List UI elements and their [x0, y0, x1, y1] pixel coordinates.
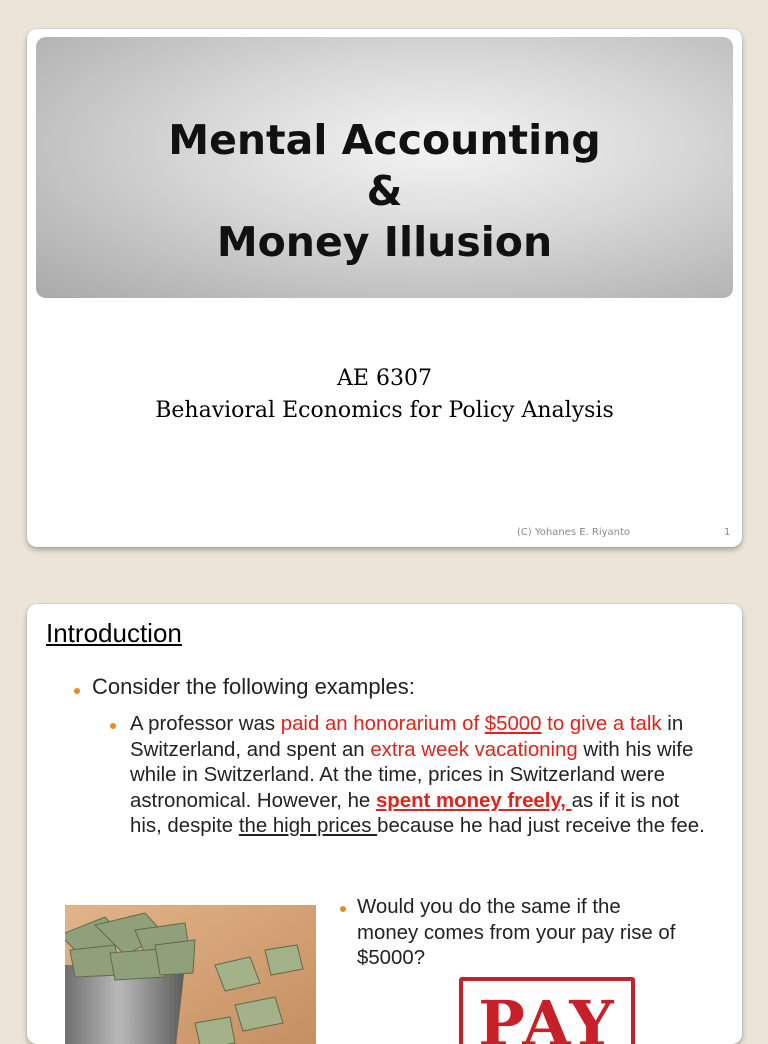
title-line-2: &: [366, 167, 403, 215]
pay-stamp-image: PAY: [459, 977, 635, 1044]
example-underline: the high prices: [238, 815, 378, 838]
course-name: Behavioral Economics for Policy Analysis: [155, 398, 614, 423]
footer-credit: (C) Yohanes E. Riyanto: [517, 527, 631, 538]
example-text: A professor was: [130, 713, 281, 735]
title-line-3: Money Illusion: [216, 218, 553, 266]
example-text: as if it is not his, despite: [130, 789, 680, 838]
example-amount: $5000: [484, 713, 542, 735]
example-emphasis: to give a talk: [541, 713, 662, 735]
introduction-slide: [27, 604, 742, 1044]
money-bucket-photo: [65, 905, 316, 1044]
course-subtitle: [27, 363, 742, 427]
bullet-dot-icon: [340, 906, 346, 912]
bullet-dot-icon: [74, 688, 80, 694]
example-text: with his wife while in Switzerland. At the time, prices in Switzerland were astronomical. However, he: [130, 738, 694, 812]
example-emphasis: paid an honorarium of: [280, 713, 485, 735]
bullet-dot-icon: [110, 723, 116, 729]
slide-heading: Introduction: [46, 618, 182, 648]
title-line-1: Mental Accounting: [168, 116, 601, 164]
example-paragraph: [130, 712, 710, 840]
slide-title: [36, 115, 733, 268]
example-text: because he had just receive the fee.: [377, 815, 705, 838]
bullet-text: Consider the following examples:: [92, 674, 415, 699]
question-text: Would you do the same if the money comes from your pay rise of $5000?: [357, 896, 676, 970]
example-text: in Switzerland, and spent an: [130, 713, 684, 761]
example-emphasis: extra week vacationing: [370, 738, 578, 761]
page-number: 1: [724, 527, 731, 538]
title-slide: [27, 29, 742, 547]
course-code: AE 6307: [337, 366, 432, 391]
example-strong-emphasis: spent money freely,: [375, 789, 572, 812]
title-banner: [36, 37, 733, 298]
